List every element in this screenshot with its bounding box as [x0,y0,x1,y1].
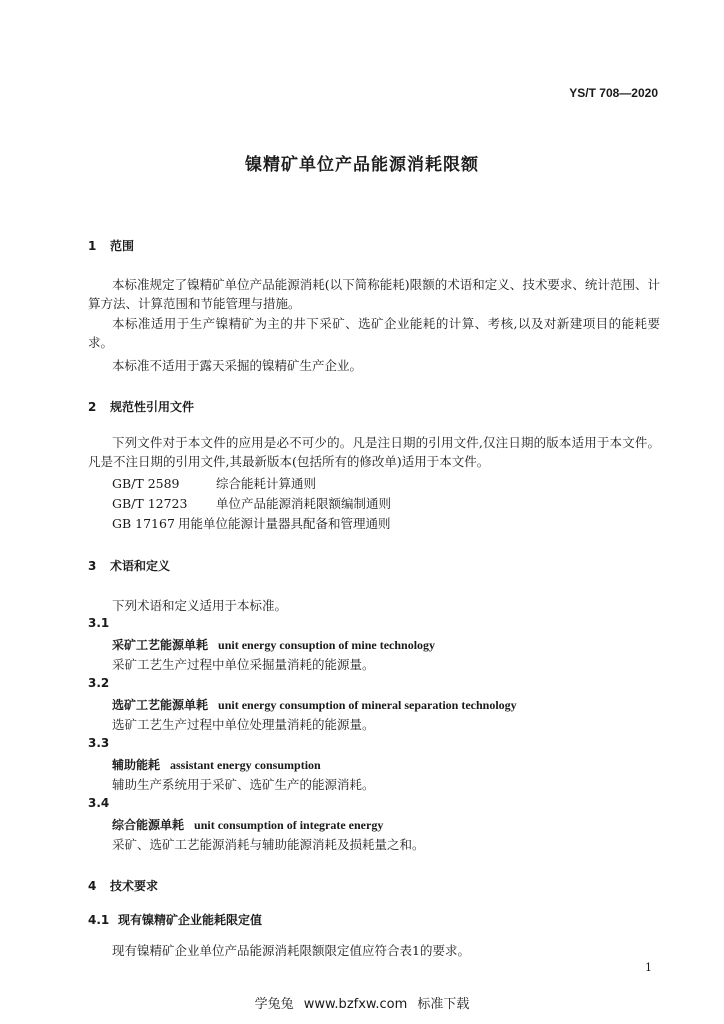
term-definition: 采矿工艺生产过程中单位采掘量消耗的能源量。 [112,657,375,672]
paragraph: 本标准适用于生产镍精矿为主的井下采矿、选矿企业能耗的计算、考核,以及对新建项目的能耗要求。 [88,316,660,350]
subsection-title: 现有镍精矿企业能耗限定值 [118,913,263,927]
term-name [112,696,517,713]
subsection-heading [88,911,262,928]
section-title: 规范性引用文件 [110,400,195,414]
term-cn: 采矿工艺能源单耗 [112,638,209,652]
term-name [112,636,435,653]
section-title: 范围 [110,239,135,253]
term-cn: 辅助能耗 [112,758,161,772]
reference-title: 用能单位能源计量器具配备和管理通则 [178,516,391,531]
paragraph: 下列文件对于本文件的应用是必不可少的。凡是注日期的引用文件,仅注日期的版本适用于本文件。凡是不注日期的引用文件,其最新版本(包括所有的修改单)适用于本文件。 [88,435,660,469]
term-name [112,756,321,773]
reference-code: GB/T 12723 [112,496,188,511]
reference-item [112,494,391,512]
footer-watermark: 学兔兔 www.bzfxw.com 标准下载 [254,997,470,1012]
reference-code: GB/T 2589 [112,476,180,491]
reference-code: GB 17167 [112,516,175,531]
term-definition: 辅助生产系统用于采矿、选矿生产的能源消耗。 [112,777,375,792]
section-number: 2 [88,400,97,414]
section-1-heading [88,237,134,254]
term-definition: 采矿、选矿工艺能源消耗与辅助能源消耗及损耗量之和。 [112,837,425,852]
section-number: 1 [88,239,97,253]
term-en: unit consumption of integrate energy [194,818,384,832]
reference-title: 综合能耗计算通则 [216,476,317,491]
reference-item [112,474,316,492]
section-number: 4 [88,879,97,893]
term-name [112,816,383,833]
paragraph: 现有镍精矿企业单位产品能源消耗限额限定值应符合表1的要求。 [112,943,470,958]
term-cn: 综合能源单耗 [112,818,185,832]
term-number: 3.3 [88,736,110,750]
section-title: 术语和定义 [110,559,171,573]
term-en: unit energy consuption of mine technology [218,638,436,652]
term-definition: 选矿工艺生产过程中单位处理量消耗的能源量。 [112,717,375,732]
term-cn: 选矿工艺能源单耗 [112,698,209,712]
term-number: 3.4 [88,796,110,810]
term-number: 3.1 [88,616,110,630]
page-title: 镍精矿单位产品能源消耗限额 [245,155,479,175]
term-en: unit energy consumption of mineral separation technology [218,698,517,712]
term-number: 3.2 [88,676,110,690]
reference-title: 单位产品能源消耗限额编制通则 [216,496,392,511]
section-2-heading [88,398,194,415]
standard-number: YS/T 708—2020 [569,86,658,100]
page-number: 1 [645,961,652,974]
term-en: assistant energy consumption [170,758,321,772]
paragraph: 本标准不适用于露天采掘的镍精矿生产企业。 [112,358,363,373]
section-number: 3 [88,559,97,573]
section-4-heading [88,877,158,894]
paragraph: 本标准规定了镍精矿单位产品能源消耗(以下简称能耗)限额的术语和定义、技术要求、统计范围、计算方法、计算范围和节能管理与措施。 [88,277,660,311]
reference-item [112,514,391,532]
subsection-number: 4.1 [88,913,110,927]
section-title: 技术要求 [110,879,159,893]
section-3-heading [88,557,170,574]
paragraph: 下列术语和定义适用于本标准。 [112,598,288,613]
